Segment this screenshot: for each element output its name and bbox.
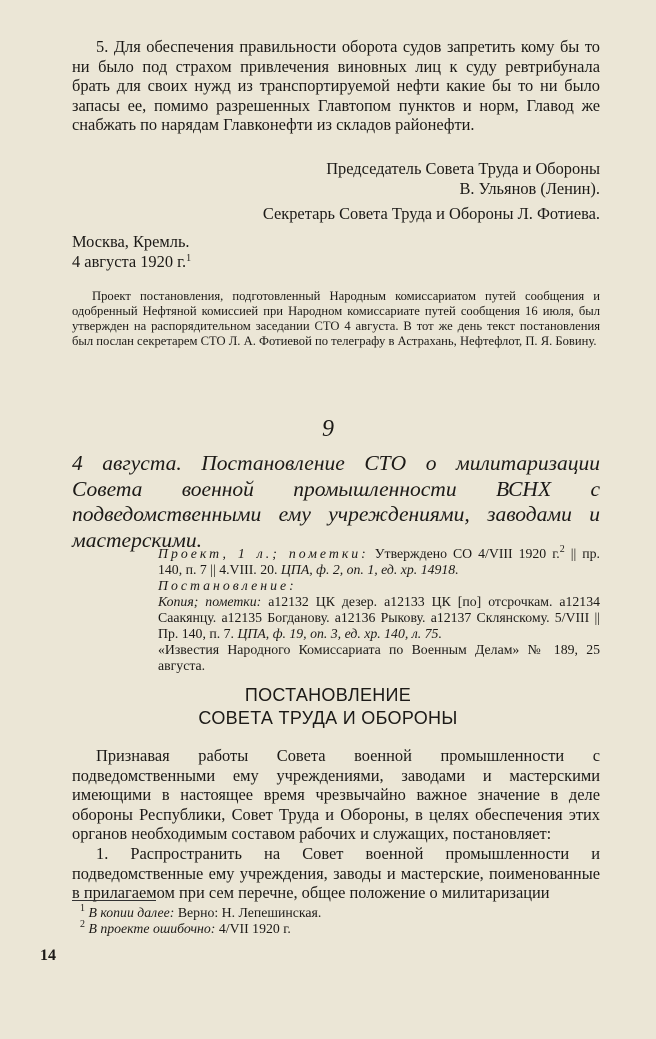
date-text: 4 августа 1920 г.: [72, 251, 187, 271]
editorial-note-block: [72, 289, 600, 349]
footnote-1-text: Верно: Н. Лепешинская.: [177, 905, 322, 920]
footnote-ref-1: 1: [186, 252, 192, 264]
footnote-ref-2: 2: [559, 544, 565, 555]
footnote-2-label: В проекте ошибочно:: [88, 921, 216, 936]
source-resolution-label: Постановление:: [158, 578, 297, 593]
source-draft-label: Проект, 1 л.; пометки:: [158, 546, 369, 561]
chair-title: Председатель Совета Труда и Обороны: [326, 159, 600, 178]
footnote-2-text: 4/VII 1920 г.: [218, 921, 291, 936]
resolution-body: [72, 746, 600, 903]
heading-line-2: СОВЕТА ТРУДА И ОБОРОНЫ: [198, 708, 458, 728]
date-line: [72, 252, 600, 272]
place-line: Москва, Кремль.: [72, 232, 190, 251]
signature-block: [72, 159, 600, 224]
source-copy-archive: ЦПА, ф. 19, оп. 3, ед. хр. 140, л. 75.: [237, 626, 442, 641]
footnote-2-mark: 2: [80, 919, 85, 930]
source-draft-text-a: Утверждено СО 4/VIII 1920 г.: [374, 546, 560, 561]
resolution-heading: [0, 684, 656, 730]
source-draft-text-b: || пр. 140, п. 7 || 4.VIII. 20.: [158, 546, 600, 577]
document-number: 9: [322, 416, 334, 442]
footnote-1-mark: 1: [80, 903, 85, 914]
source-draft-archive: ЦПА, ф. 2, оп. 1, ед. хр. 14918.: [280, 562, 459, 577]
footnote-divider: [72, 900, 156, 901]
footnote-2: [72, 921, 600, 937]
secretary-signature: Секретарь Совета Труда и Обороны Л. Фотиева.: [262, 204, 600, 224]
source-copy-label: Копия; пометки:: [158, 594, 262, 609]
place-date-block: [72, 232, 600, 271]
paragraph-1: 1. Распространить на Совет военной промышленности и подведомственные ему учреждения, заводы и мастерские, поименованные в прилагаемом при сем перечне, общее положение о милитаризации: [72, 843, 600, 903]
source-copy: [158, 594, 600, 642]
footnotes: [72, 905, 600, 937]
editorial-note: Проект постановления, подготовленный Народным комиссариатом путей сообщения и одобренный Нефтяной комиссией при Народном комиссариате путей сообщения 16 июля, был утвержден на распорядительном заседании СТО 4 августа. В тот же день текст постановления был послан секретарем СТО Л. А. Фотиевой по телеграфу в Астрахань, Нефтефлот, П. Я. Бовину.: [72, 289, 600, 348]
document-title: 4 августа. Постановление СТО о милитаризации Совета военной промышленности ВСНХ с подведомственными ему учреждениями, заводами и мастерскими.: [72, 451, 600, 552]
source-draft: [158, 546, 600, 578]
paragraph-5-block: [72, 37, 600, 135]
chair-name: В. Ульянов (Ленин).: [459, 178, 600, 198]
source-copy-text: а12132 ЦК дезер. а12133 ЦК [по] отсрочкам. а12134 Саакянцу. а12135 Богданову. а12136 Рыкову. а12137 Склянскому. 5/VIII || Пр. 140, п. 7.: [158, 594, 601, 641]
preamble: Признавая работы Совета военной промышленности с подведомственными ему учреждениями, заводами и мастерскими имеющими в настоящее время чрезвычайно важное значение в деле обороны Республики, Совет Труда и Обороны, в целях обеспечения этих органов необходимым составом рабочих и служащих, постановляет:: [72, 746, 600, 844]
heading-line-1: ПОСТАНОВЛЕНИЕ: [244, 685, 412, 705]
footnote-1-label: В копии далее:: [88, 905, 175, 920]
source-publication: «Известия Народного Комиссариата по Военным Делам» № 189, 25 августа.: [158, 642, 600, 673]
document-title-block: [72, 451, 600, 553]
footnote-1: [72, 905, 600, 921]
page-number: 14: [40, 947, 56, 964]
paragraph-5: 5. Для обеспечения правильности оборота судов запретить кому бы то ни было под страхом привлечения виновных лиц к суду ревтрибунала брать для своих нужд из транспортируемой нефти какие бы то ни было запасы ее, помимо разрешенных Главтопом пунктов и норм, Главод же снабжать по нарядам Главконефти из складов районефти.: [72, 37, 600, 135]
source-resolution: [158, 578, 600, 594]
archival-sources: [158, 546, 600, 674]
